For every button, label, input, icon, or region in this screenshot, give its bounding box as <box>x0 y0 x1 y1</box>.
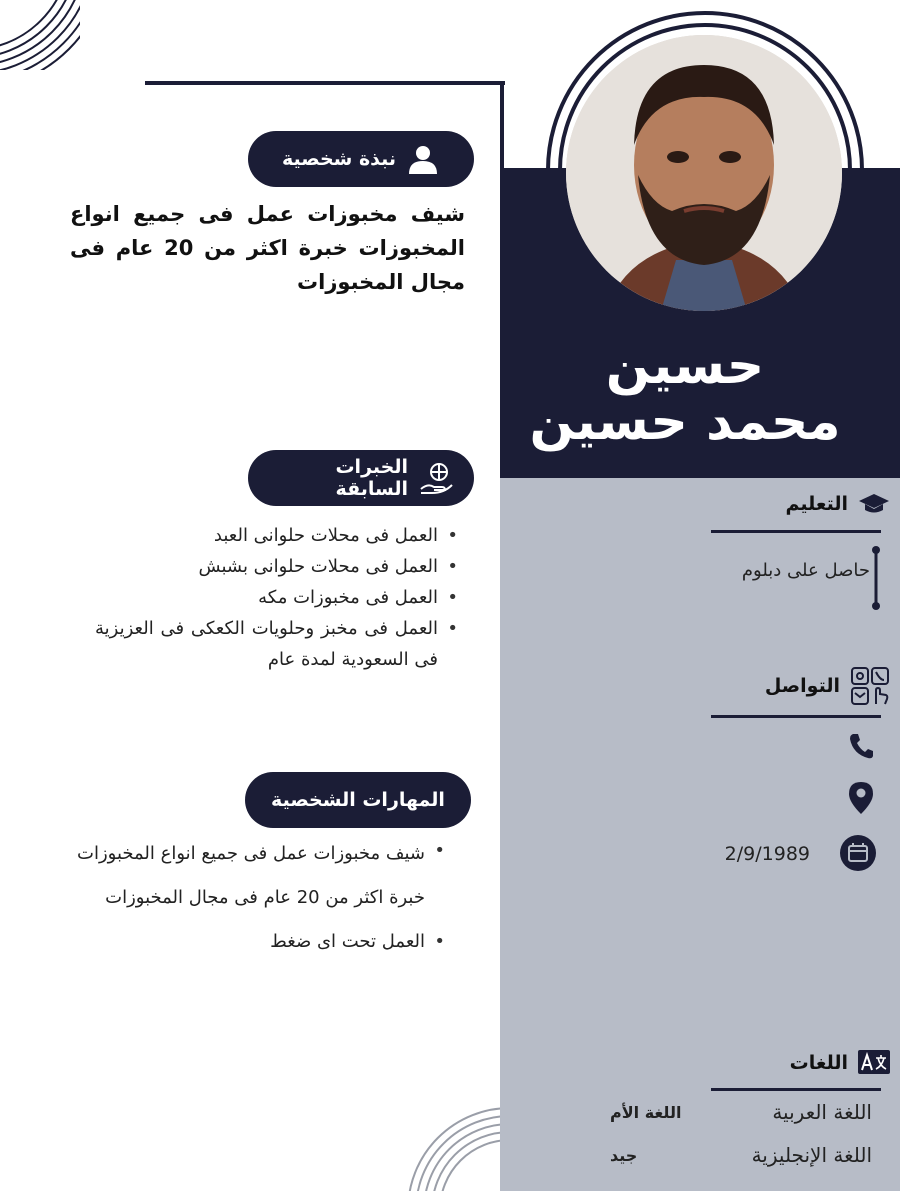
education-heading-row <box>760 492 890 516</box>
birth-date: 2/9/1989 <box>724 843 810 865</box>
profile-summary: شيف مخبوزات عمل فى جميع انواع المخبوزات خبرة اكثر من 20 عام فى مجال المخبوزات <box>70 202 465 294</box>
phone-icon <box>848 732 874 760</box>
language-name: اللغة العربية <box>772 1100 872 1124</box>
calendar-icon <box>840 835 876 871</box>
education-timeline <box>870 546 882 610</box>
vertical-divider <box>500 81 504 171</box>
user-icon <box>406 142 440 176</box>
languages-heading-row <box>760 1050 890 1076</box>
education-heading: التعليم <box>785 493 848 515</box>
language-row <box>610 1100 872 1124</box>
graduation-cap-icon <box>858 492 890 516</box>
education-detail: حاصل على دبلوم <box>741 560 870 581</box>
list-item: • العمل فى محلات حلوانى العبد <box>95 520 460 551</box>
experience-list <box>95 520 460 675</box>
contact-heading-row <box>730 666 890 706</box>
profile-heading-pill <box>248 131 474 187</box>
contact-rule <box>711 715 881 718</box>
decorative-arcs-bottom <box>400 1100 510 1191</box>
languages-heading: اللغات <box>789 1052 848 1074</box>
list-item <box>35 840 447 912</box>
list-item: • العمل فى مخبز وحلويات الكعكى فى العزيزية فى السعودية لمدة عام <box>95 613 460 675</box>
language-level: اللغة الأم <box>610 1102 682 1122</box>
skills-list <box>35 840 447 956</box>
location-pin-icon <box>848 781 874 815</box>
education-rule <box>711 530 881 533</box>
profile-photo <box>566 35 842 311</box>
brain-hand-icon <box>418 459 456 497</box>
list-item: • العمل فى مخبوزات مكه <box>95 582 460 613</box>
name-line-1: حسين <box>605 336 765 396</box>
skills-heading-pill <box>245 772 471 828</box>
languages-rule <box>711 1088 881 1091</box>
contact-heading: التواصل <box>764 675 840 697</box>
full-name <box>520 338 850 450</box>
language-name: اللغة الإنجليزية <box>751 1143 872 1167</box>
translate-icon <box>858 1050 890 1076</box>
skill-line-1: • شيف مخبوزات عمل فى جميع انواع المخبوزات <box>77 843 425 864</box>
skills-heading: المهارات الشخصية <box>271 789 445 811</box>
language-level: جيد <box>610 1145 638 1165</box>
top-divider <box>145 81 505 85</box>
decorative-arcs-top <box>0 0 80 70</box>
language-row <box>610 1143 872 1167</box>
experience-heading: الخبرات السابقة <box>335 456 408 500</box>
list-item: • العمل تحت اى ضغط <box>35 928 447 956</box>
skill-line-2: خبرة اكثر من 20 عام فى مجال المخبوزات <box>105 887 425 908</box>
profile-heading: نبذة شخصية <box>281 148 397 170</box>
contact-icon <box>850 666 890 706</box>
list-item: • العمل فى محلات حلوانى بشبش <box>95 551 460 582</box>
portrait-illustration <box>566 35 842 311</box>
experience-heading-pill <box>248 450 474 506</box>
name-line-2: محمد حسين <box>529 392 841 452</box>
